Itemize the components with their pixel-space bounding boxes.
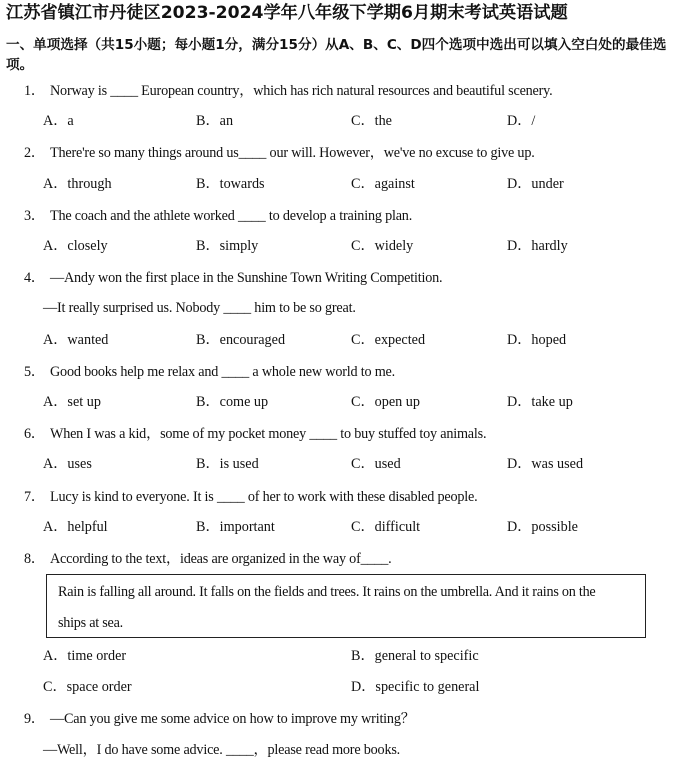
question-9-reply: —Well，I do have some advice. ____，please read more books. [43, 742, 401, 758]
question-3 [24, 206, 412, 226]
question-number: 2． [24, 145, 45, 161]
passage-line-1: Rain is falling all around. It falls on the fields and trees. It rains on the umbrella. And it rains on the [58, 584, 596, 600]
q3-option-c[interactable]: C．widely [351, 238, 414, 254]
question-number: 5． [24, 364, 45, 380]
question-4-reply: —It really surprised us. Nobody ____ him to be so great. [43, 300, 356, 316]
question-number: 4． [24, 270, 45, 286]
question-2 [24, 143, 535, 163]
question-9 [24, 709, 415, 729]
q5-option-c[interactable]: C．open up [351, 394, 420, 410]
q7-option-d[interactable]: D．possible [507, 519, 578, 535]
q6-option-d[interactable]: D．was used [507, 456, 584, 472]
q7-option-a[interactable]: A．helpful [43, 519, 108, 535]
question-number: 7． [24, 489, 45, 505]
q8-option-c[interactable]: C．space order [43, 679, 132, 695]
question-stem: —Can you give me some advice on how to improve my writing？ [50, 711, 415, 727]
passage-line-2: ships at sea. [58, 615, 123, 631]
question-7 [24, 487, 477, 507]
section-heading: 一、单项选择（共15小题；每小题1分，满分15分）从A、B、C、D四个选项中选出可以填入空白处的最佳选项。 [6, 37, 667, 73]
question-8 [24, 549, 392, 569]
q4-option-d[interactable]: D．hoped [507, 332, 567, 348]
q7-option-c[interactable]: C．difficult [351, 519, 421, 535]
q7-option-b[interactable]: B．important [196, 519, 275, 535]
q1-option-c[interactable]: C．the [351, 113, 392, 129]
q5-option-a[interactable]: A．set up [43, 394, 101, 410]
q1-option-d[interactable]: D．/ [507, 113, 536, 129]
question-5 [24, 362, 395, 382]
question-number: 9． [24, 711, 45, 727]
q8-option-a[interactable]: A．time order [43, 648, 127, 664]
question-stem: Good books help me relax and ____ a whole new world to me. [50, 364, 395, 380]
q6-option-a[interactable]: A．uses [43, 456, 92, 472]
q2-option-d[interactable]: D．under [507, 176, 564, 192]
question-stem: Norway is ____ European country，which has rich natural resources and beautiful scenery. [50, 83, 553, 99]
question-4 [24, 268, 442, 288]
question-1 [24, 81, 553, 101]
question-number: 8． [24, 551, 45, 567]
q8-option-b[interactable]: B．general to specific [351, 648, 479, 664]
q3-option-d[interactable]: D．hardly [507, 238, 568, 254]
question-stem: —Andy won the first place in the Sunshine Town Writing Competition. [50, 270, 443, 286]
question-stem: Lucy is kind to everyone. It is ____ of her to work with these disabled people. [50, 489, 478, 505]
question-number: 1． [24, 83, 45, 99]
question-stem: According to the text，ideas are organized in the way of____. [50, 551, 392, 567]
q4-option-c[interactable]: C．expected [351, 332, 426, 348]
q6-option-c[interactable]: C．used [351, 456, 401, 472]
q4-option-b[interactable]: B．encouraged [196, 332, 286, 348]
question-stem: The coach and the athlete worked ____ to develop a training plan. [50, 208, 413, 224]
q2-option-a[interactable]: A．through [43, 176, 112, 192]
q4-option-a[interactable]: A．wanted [43, 332, 109, 348]
passage-box [46, 574, 646, 638]
q3-option-b[interactable]: B．simply [196, 238, 259, 254]
q1-option-a[interactable]: A．a [43, 113, 74, 129]
q5-option-d[interactable]: D．take up [507, 394, 573, 410]
exam-title: 江苏省镇江市丹徒区2023-2024学年八年级下学期6月期末考试英语试题 [6, 3, 568, 23]
q2-option-c[interactable]: C．against [351, 176, 415, 192]
q8-option-d[interactable]: D．specific to general [351, 679, 480, 695]
q5-option-b[interactable]: B．come up [196, 394, 269, 410]
question-number: 6． [24, 426, 45, 442]
q6-option-b[interactable]: B．is used [196, 456, 259, 472]
question-stem: When I was a kid，some of my pocket money ____ to buy stuffed toy animals. [50, 426, 487, 442]
q2-option-b[interactable]: B．towards [196, 176, 265, 192]
question-number: 3． [24, 208, 45, 224]
q3-option-a[interactable]: A．closely [43, 238, 108, 254]
question-stem: There're so many things around us____ our will. However，we've no excuse to give up. [50, 145, 535, 161]
question-6 [24, 424, 486, 444]
q1-option-b[interactable]: B．an [196, 113, 234, 129]
